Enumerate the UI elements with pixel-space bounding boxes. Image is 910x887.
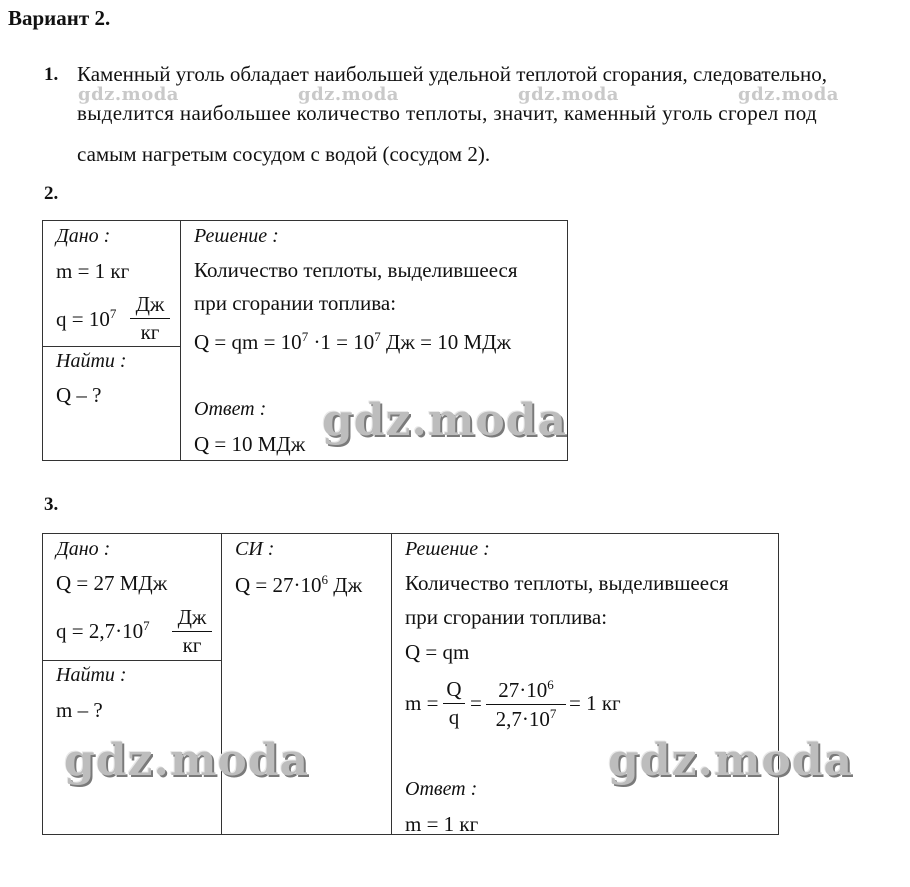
task3-fraction-Q-over-q	[443, 677, 465, 730]
task3-solution-line1: Количество теплоты, выделившееся	[405, 571, 729, 595]
fraction-bar	[443, 703, 465, 704]
task3-given-q: $q = 2,7\cdot 10^7$	[56, 618, 150, 643]
task3-formula1: Q = qm	[405, 640, 470, 664]
task3-solution-line2: при сгорании топлива:	[405, 605, 608, 629]
task1-line3: самым нагретым сосудом с водой (сосудом 2).	[77, 142, 491, 166]
task2-answer-label: Ответ :	[194, 398, 267, 420]
task3-given-Q: Q = 27 МДж	[56, 571, 168, 595]
task3-divider	[391, 533, 392, 835]
task2-find-value: Q – ?	[56, 383, 102, 407]
fraction-numerator: Дж	[177, 605, 207, 629]
fraction-numerator: Дж	[135, 292, 165, 316]
task2-solution-line1: Количество теплоты, выделившееся	[194, 258, 518, 282]
task3-si-label: СИ :	[235, 538, 275, 560]
task3-answer-label: Ответ :	[405, 778, 478, 800]
task2-given-m: m = 1 кг	[56, 259, 130, 283]
task3-unit-fraction	[172, 605, 212, 658]
fraction-numerator: $27\cdot 10^6$	[498, 677, 554, 702]
task3-solution-label: Решение :	[405, 538, 490, 560]
page-title: Вариант 2.	[8, 6, 111, 30]
task2-given-label: Дано :	[56, 225, 111, 247]
fraction-bar	[486, 704, 566, 705]
task3-result: = 1 кг	[569, 691, 621, 715]
task2-formula: Q = qm = $10^7 \cdot 1 = 10^7$ Дж = 10 МДж	[194, 329, 511, 354]
task3-find-value: m – ?	[56, 698, 103, 722]
task2-unit-fraction	[130, 292, 170, 345]
watermark: gdz.moda	[738, 84, 839, 105]
watermark: gdz.moda	[608, 735, 854, 786]
task2-solution-label: Решение :	[194, 225, 279, 247]
fraction-denominator: $2,7\cdot 10^7$	[495, 706, 557, 731]
task1-number: 1.	[44, 64, 59, 85]
watermark: gdz.moda	[518, 84, 619, 105]
task3-divider	[42, 660, 222, 661]
task1-line1: Каменный уголь обладает наибольшей удельной теплотой сгорания, следовательно,	[77, 62, 827, 86]
task2-divider	[180, 220, 181, 461]
task3-si-value: $Q = 27\cdot 10^6$ Дж	[235, 572, 363, 597]
task2-given-q: $q = 10^7$	[56, 306, 117, 331]
watermark: gdz.moda	[78, 84, 179, 105]
task3-given-label: Дано :	[56, 538, 111, 560]
watermark: gdz.moda	[298, 84, 399, 105]
task3-m-eq: m =	[405, 691, 439, 715]
task2-solution-line2: при сгорании топлива:	[194, 291, 397, 315]
watermark: gdz.moda	[322, 395, 568, 446]
task3-answer-value: m = 1 кг	[405, 812, 479, 836]
task3-fraction-values	[486, 677, 566, 732]
fraction-denominator: кг	[182, 633, 202, 657]
fraction-bar	[172, 631, 212, 632]
task3-number: 3.	[44, 494, 59, 515]
task3-find-label: Найти :	[56, 664, 127, 686]
task2-answer-value: Q = 10 МДж	[194, 432, 306, 456]
task1-line2: выделится наибольшее количество теплоты, значит, каменный уголь сгорел под	[77, 101, 818, 125]
watermark: gdz.moda	[64, 735, 310, 786]
task3-eq2: =	[470, 691, 482, 715]
fraction-bar	[130, 318, 170, 319]
fraction-denominator: q	[448, 705, 460, 729]
task2-divider	[42, 346, 181, 347]
task3-divider	[221, 533, 222, 835]
fraction-denominator: кг	[140, 320, 160, 344]
task2-number: 2.	[44, 183, 59, 204]
fraction-numerator: Q	[446, 677, 462, 701]
task2-find-label: Найти :	[56, 350, 127, 372]
